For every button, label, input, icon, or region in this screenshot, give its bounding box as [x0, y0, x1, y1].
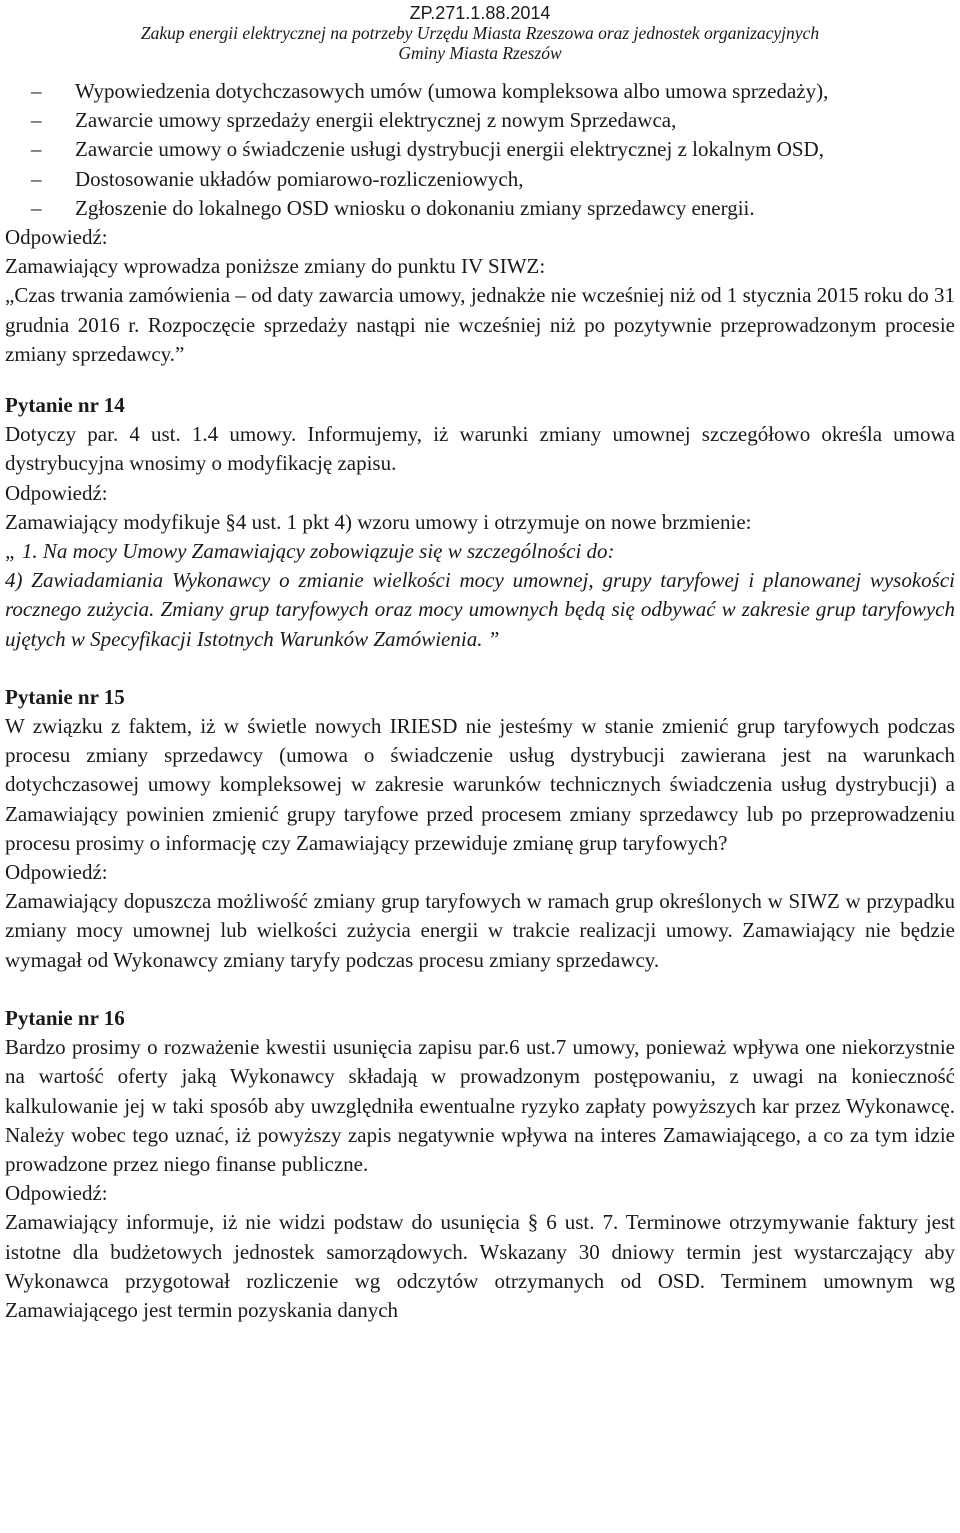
- header-subtitle-line2: Gminy Miasta Rzeszów: [398, 43, 562, 63]
- document-body: [5, 77, 955, 1325]
- answer-label: Odpowiedź:: [5, 860, 108, 885]
- document-code: ZP.271.1.88.2014: [409, 3, 551, 23]
- question-text: W związku z faktem, iż w świetle nowych IRIESD nie jesteśmy w stanie zmienić grup taryfowych podczas procesu zmiany sprzedawcy (umowa o świadczenie usług dystrybucji zawierana jest na warunkach dotychczasowej umowy kompleksowej w zakresie warunków technicznych świadczenia usług dystrybucji) a Zamawiający powinien zmienić grupy taryfowe przed procesem zmiany sprzedawcy lub po przeprowadzeniu procesu prosimy o informację czy Zamawiający przewiduje zmianę grup taryfowych?: [5, 714, 955, 855]
- answer-label: Odpowiedź:: [5, 1181, 108, 1206]
- list-item: – Zgłoszenie do lokalnego OSD wniosku o dokonaniu zmiany sprzedawcy energii.: [31, 195, 755, 220]
- list-item: – Zawarcie umowy sprzedaży energii elektrycznej z nowym Sprzedawca,: [31, 108, 677, 133]
- answer-quote: „Czas trwania zamówienia – od daty zawarcia umowy, jednakże nie wcześniej niż od 1 stycznia 2015 roku do 31 grudnia 2016 r. Rozpoczęcie sprzedaży nastąpi nie wcześniej niż po pozytywnie przeprowadzonym procesie zmiany sprzedawcy.”: [5, 283, 955, 366]
- answer-quote: 4) Zawiadamiania Wykonawcy o zmianie wielkości mocy umownej, grupy taryfowej i planowanej wysokości rocznego zużycia. Zmiany grup taryfowych oraz mocy umownych będą się odbywać w zakresie grup taryfowych ujętych w Specyfikacji Istotnych Warunków Zamówienia. ”: [5, 568, 955, 651]
- answer-text: Zamawiający informuje, iż nie widzi podstaw do usunięcia § 6 ust. 7. Terminowe otrzymywanie faktury jest istotne dla budżetowych jednostek samorządowych. Wskazany 30 dniowy termin jest wystarczający aby Wykonawca przygotował rozliczenie wg odczytów otrzymanych od OSD. Terminem umownym wg Zamawiającego jest termin pozyskania danych: [5, 1210, 955, 1322]
- question-title: Pytanie nr 16: [5, 1005, 125, 1030]
- answer-label: Odpowiedź:: [5, 480, 108, 505]
- answer-text: Zamawiający dopuszcza możliwość zmiany grup taryfowych w ramach grup określonych w SIWZ w przypadku zmiany mocy umownej lub wielkości zużycia energii w trakcie realizacji umowy. Zamawiający nie będzie wymagał od Wykonawcy zmiany taryfy podczas procesu zmiany sprzedawcy.: [5, 889, 955, 972]
- question-title: Pytanie nr 14: [5, 393, 125, 418]
- question-text: Bardzo prosimy o rozważenie kwestii usunięcia zapisu par.6 ust.7 umowy, ponieważ wpływa one niekorzystnie na wartość oferty jaką Wykonawcy składają w prowadzonym postępowaniu, z uwagi na konieczność kalkulowanie jej w taki sposób aby uwzględniła ewentualne ryzyko zapłaty powyższych kar przez Wykonawcę. Należy wobec tego uznać, iż powyższy zapis negatywnie wpływa na interes Zamawiającego, a co za tym idzie prowadzone przez niego finanse publiczne.: [5, 1035, 955, 1176]
- list-item: – Dostosowanie układów pomiarowo-rozliczeniowych,: [31, 166, 524, 191]
- answer-label: Odpowiedź:: [5, 225, 108, 250]
- page-header: [5, 0, 955, 63]
- header-subtitle-line1: Zakup energii elektrycznej na potrzeby Urzędu Miasta Rzeszowa oraz jednostek organizacyjnych: [140, 23, 820, 43]
- list-item: – Zawarcie umowy o świadczenie usługi dystrybucji energii elektrycznej z lokalnym OSD,: [31, 137, 824, 162]
- question-title: Pytanie nr 15: [5, 684, 125, 709]
- answer-text: Zamawiający wprowadza poniższe zmiany do punktu IV SIWZ:: [5, 254, 546, 279]
- answer-quote: „ 1. Na mocy Umowy Zamawiający zobowiązuje się w szczególności do:: [5, 539, 615, 564]
- list-item: – Wypowiedzenia dotychczasowych umów (umowa kompleksowa albo umowa sprzedaży),: [31, 79, 829, 103]
- answer-text: Zamawiający modyfikuje §4 ust. 1 pkt 4) wzoru umowy i otrzymuje on nowe brzmienie:: [5, 509, 752, 534]
- intro-list: [5, 77, 955, 223]
- question-text: Dotyczy par. 4 ust. 1.4 umowy. Informujemy, iż warunki zmiany umownej szczegółowo określa umowa dystrybucyjna wnosimy o modyfikację zapisu.: [5, 422, 955, 476]
